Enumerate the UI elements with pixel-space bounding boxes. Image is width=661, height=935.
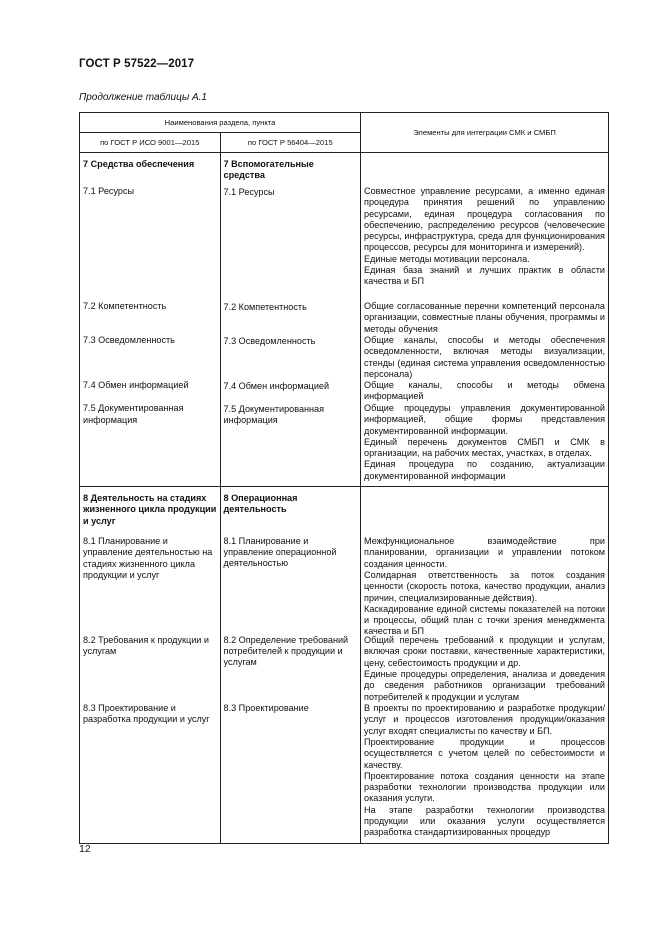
item-left: 7.1 Ресурсы	[83, 186, 135, 197]
section-title-left: 8 Деятельность на стадиях жизненного цикла продукции и услуг	[83, 493, 217, 526]
item-left: 7.4 Обмен информацией	[83, 380, 189, 391]
section-title-mid: 8 Операционная деятельность	[223, 493, 298, 515]
header-gost-56404: по ГОСТ Р 56404—2015	[220, 133, 361, 153]
integration-text: В проекты по проектированию и разработке продукции/услуг и процессов изготовления продукции/оказания услуг входят специалисты по качеству и БП. Проектирование продукции и процессов осуществляется с учетом целей по себестоимости и качеству. Проектирование потока создания ценности на этапе разработки технологии производства продукции или оказания услуги. На этапе разработки технологии производства продукции или оказания услуги осуществляется разработка стандартизированных процедур	[364, 703, 605, 838]
header-section-names: Наименования раздела, пункта	[80, 113, 361, 133]
section-title-mid: 7 Вспомогательные средства	[223, 159, 314, 181]
section-7-mid-cell	[220, 153, 361, 487]
section-7-left-cell	[80, 153, 221, 487]
header-iso-9001: по ГОСТ Р ИСО 9001—2015	[80, 133, 221, 153]
section-8-row	[80, 487, 609, 844]
item-left: 8.1 Планирование и управление деятельностью на стадиях жизненного цикла продукции и услуг	[83, 535, 213, 580]
integration-text: Общий перечень требований к продукции и услугам, включая сроки поставки, качественные характеристики, цену, себестоимость продукции и др. Единые процедуры определения, анализа и доведения до сведения работников организации требований потребителей к продукции и услугам	[364, 635, 605, 702]
item-mid: 7.2 Компетентность	[223, 301, 307, 312]
section-title-left: 7 Средства обеспечения	[83, 159, 195, 169]
item-left: 8.2 Требования к продукции и услугам	[83, 634, 209, 657]
integration-text: Межфункциональное взаимодействие при планировании, организации и управлении потоком создания ценности. Солидарная ответственность за поток создания ценности (скорость потока, качество продукции, анализ причин, специализированные действия). Каскадирование единой системы показателей на потоки и процессы, общий план с точки зрения менеджмента качества и БП	[364, 536, 605, 637]
item-mid: 8.2 Определение требований потребителей к продукции и услугам	[223, 634, 349, 668]
item-left: 7.3 Осведомленность	[83, 335, 175, 346]
item-mid: 7.1 Ресурсы	[223, 186, 275, 197]
integration-text: Общие согласованные перечни компетенций персонала организации, совместные планы обучения, программы и методы обучения	[364, 301, 605, 334]
document-code: ГОСТ Р 57522—2017	[79, 58, 195, 70]
header-integration-elements: Элементы для интеграции СМК и СМБП	[361, 113, 609, 153]
integration-table	[79, 112, 609, 844]
section-8-left-cell	[80, 487, 221, 844]
item-mid: 7.4 Обмен информацией	[223, 380, 330, 391]
integration-text: Общие каналы, способы и методы обеспечения осведомленности, включая методы визуализации, стенды (единая система управления осведомленностью персонала)	[364, 335, 605, 379]
item-left: 7.5 Документированная информация	[83, 403, 184, 425]
section-7-row	[80, 153, 609, 487]
integration-text: Совместное управление ресурсами, а именно единая процедура принятия решений по управлению ресурсами, единая процедура согласования по обеспечению, распределению ресурсов (человеческие ресурсы, инфраструктура, среда для функционирования процессов, ресурсы для мониторинга и измерений). Единые методы мотивации персонала. Единая база знаний и лучших практик в области качества и БП	[364, 186, 605, 287]
page-number: 12	[79, 843, 91, 855]
table-caption: Продолжение таблицы А.1	[79, 92, 207, 103]
item-mid: 7.5 Документированная информация	[223, 403, 325, 425]
item-mid: 7.3 Осведомленность	[223, 335, 316, 346]
item-mid: 8.3 Проектирование	[223, 702, 309, 713]
section-8-mid-cell	[220, 487, 361, 844]
integration-text: Общие процедуры управления документированной информацией, общие формы представления документированной информации. Единый перечень документов СМБП и СМК в организации, на рабочих местах, участках, в отделах. Единая процедура по созданию, актуализации документированной информации	[364, 403, 605, 481]
item-left: 8.3 Проектирование и разработка продукции и услуг	[83, 702, 210, 725]
section-8-right-cell	[361, 487, 609, 844]
item-left: 7.2 Компетентность	[83, 301, 167, 312]
section-7-right-cell	[361, 153, 609, 487]
integration-text: Общие каналы, способы и методы обмена информацией	[364, 380, 605, 402]
item-mid: 8.1 Планирование и управление операционной деятельностью	[223, 535, 337, 569]
